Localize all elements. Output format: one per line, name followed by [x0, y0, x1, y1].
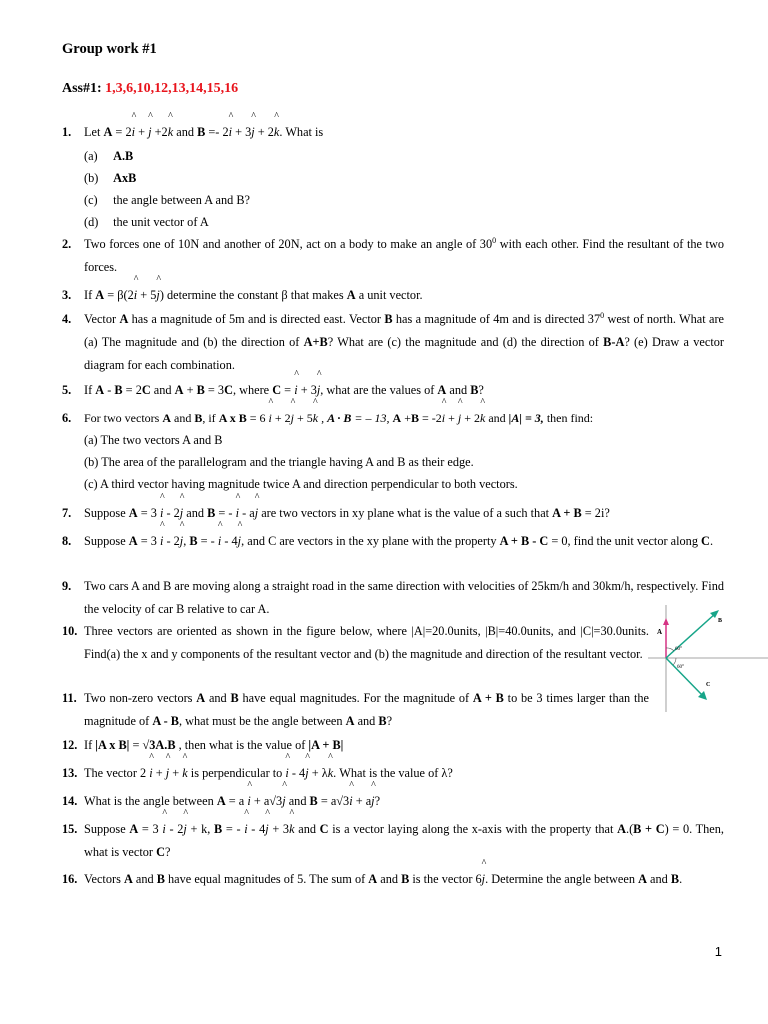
question-number: 11.	[62, 691, 77, 705]
question-16	[62, 868, 724, 891]
question-text: Two cars A and B are moving along a straight road in the same direction with velocities of 25km/h and 30km/h, respectively. Find the velocity of car B relative to car A.	[84, 579, 724, 617]
question-14	[62, 790, 724, 813]
question-text: Vectors A and B have equal magnitudes of 5. The sum of A and B is the vector 6^ j. Determine the angle between A and B.	[84, 868, 724, 891]
question-number: 14.	[62, 794, 78, 808]
question-number: 8.	[62, 534, 72, 548]
question-number: 5.	[62, 383, 72, 397]
vector-b-line	[666, 613, 716, 658]
question-6	[62, 407, 724, 430]
question-11	[62, 687, 724, 733]
question-6-part-a: (a) The two vectors A and B	[84, 433, 223, 447]
question-1	[62, 121, 724, 144]
page-title: Group work #1	[62, 41, 157, 57]
question-1-part-b: (b) AxB	[84, 171, 137, 185]
question-number: 13.	[62, 766, 78, 780]
question-1-part-d: (d) the unit vector of A	[84, 215, 209, 229]
assignment-line	[62, 80, 238, 98]
question-6-part-c: (c) A third vector having magnitude twice A and direction perpendicular to both vectors.	[84, 477, 518, 491]
question-number: 4.	[62, 312, 72, 326]
question-2	[62, 233, 724, 279]
question-text: If |A x B| = √3A.B , then what is the value of |A + B|	[84, 738, 344, 752]
question-text: Vector A has a magnitude of 5m and is directed east. Vector B has a magnitude of 4m and is directed $37^0$ west of north. What are (a) The magnitude and (b) the direction of A+B? What are (c) the magnitude and (d) the direction of B-A? (e) Draw a vector diagram for each combination.	[84, 310, 725, 373]
question-number: 3.	[62, 288, 72, 302]
question-number: 6.	[62, 411, 72, 425]
angle-label-b: 60°	[675, 647, 682, 652]
question-12	[62, 734, 724, 757]
angle-arc-c	[673, 658, 676, 665]
question-1-part-c: (c) the angle between A and B?	[84, 193, 251, 207]
question-text: For two vectors A and B, if A x B = 6 ^ i + 2^ j + 5^ k , A · B = – 13, A +B = -2^ i + ^ j + 2^ k and |A| = 3, then find:	[84, 407, 724, 430]
question-number: 9.	[62, 579, 72, 593]
question-1-part-a: (a) A.B	[84, 149, 134, 163]
angle-arc-b	[666, 648, 674, 651]
question-6-part-b: (b) The area of the parallelogram and the triangle having A and B as their edge.	[84, 455, 474, 469]
question-9	[62, 575, 724, 621]
question-text: Suppose A = 3 ^ i - 2^ j + k, B = - ^ i - 4^ j + 3^ k and C is a vector laying along the x-axis with the property that A.(B + C) = 0. Then, what is vector C?	[84, 818, 724, 864]
question-number: 2.	[62, 237, 72, 251]
question-text: Three vectors are oriented as shown in the figure below, where |A|=20.0units, |B|=40.0units, and |C|=30.0units. Find(a) the x and y components of the resultant vector and (b) the magnitude and direction of the resultant vector.	[84, 624, 649, 662]
question-number: 7.	[62, 506, 72, 520]
question-number: 1.	[62, 125, 72, 139]
question-13	[62, 762, 724, 785]
question-number: 16.	[62, 872, 78, 886]
question-text: Suppose A = 3 ^ i - 2^ j and B = - ^ i - a^ j are two vectors in xy plane what is the value of a such that A + B = 2i?	[84, 502, 724, 525]
question-3	[62, 284, 724, 307]
question-4	[62, 308, 724, 378]
label-a: A	[657, 628, 663, 636]
page-number: 1	[714, 944, 722, 959]
question-number: 12.	[62, 738, 78, 752]
question-text: What is the angle between A = a ^ i + a√3^ j and B = a√3^ i + a^ j?	[84, 790, 724, 813]
question-text: If A = β(2^ i + 5^ j) determine the constant β that makes A a unit vector.	[84, 284, 724, 307]
vector-diagram	[646, 600, 768, 715]
question-text: Suppose A = 3 ^ i - 2^ j, B = - ^ i - 4^ j, and C are vectors in the xy plane with the property A + B - C = 0, find the unit vector along C.	[84, 530, 724, 553]
question-number: 15.	[62, 822, 78, 836]
question-text: Two non-zero vectors A and B have equal magnitudes. For the magnitude of A + B to be 3 times larger than the magnitude of A - B, what must be the angle between A and B?	[84, 691, 650, 729]
question-number: 10.	[62, 624, 78, 638]
question-text: If A - B = 2C and A + B = 3C, where C = ^ i + 3^ j, what are the values of A and B?	[84, 379, 724, 402]
question-5	[62, 379, 724, 402]
vector-a-arrowhead	[663, 618, 669, 625]
question-10	[62, 620, 724, 666]
assignment-numbers: 1,3,6,10,12,13,14,15,16	[105, 81, 239, 96]
question-text: The vector 2 ^ i + ^ j + ^ k is perpendicular to ^ i - 4^ j + λ^ k. What is the value of λ?	[84, 762, 724, 785]
angle-label-c: 60°	[677, 665, 684, 670]
label-c: C	[706, 682, 711, 688]
assignment-label: Ass#1:	[62, 81, 106, 96]
question-text: Two forces one of 10N and another of 20N, act on a body to make an angle of $30^0$ with each other. Find the resultant of the two forces.	[84, 235, 724, 275]
question-15	[62, 818, 724, 864]
question-text: Let A = 2^ i + ^ j +2^ k and B =- 2^ i + 3^ j + 2^ k. What is	[84, 121, 724, 144]
vector-c-line	[666, 658, 704, 697]
question-8	[62, 530, 724, 553]
label-b: B	[718, 618, 723, 624]
